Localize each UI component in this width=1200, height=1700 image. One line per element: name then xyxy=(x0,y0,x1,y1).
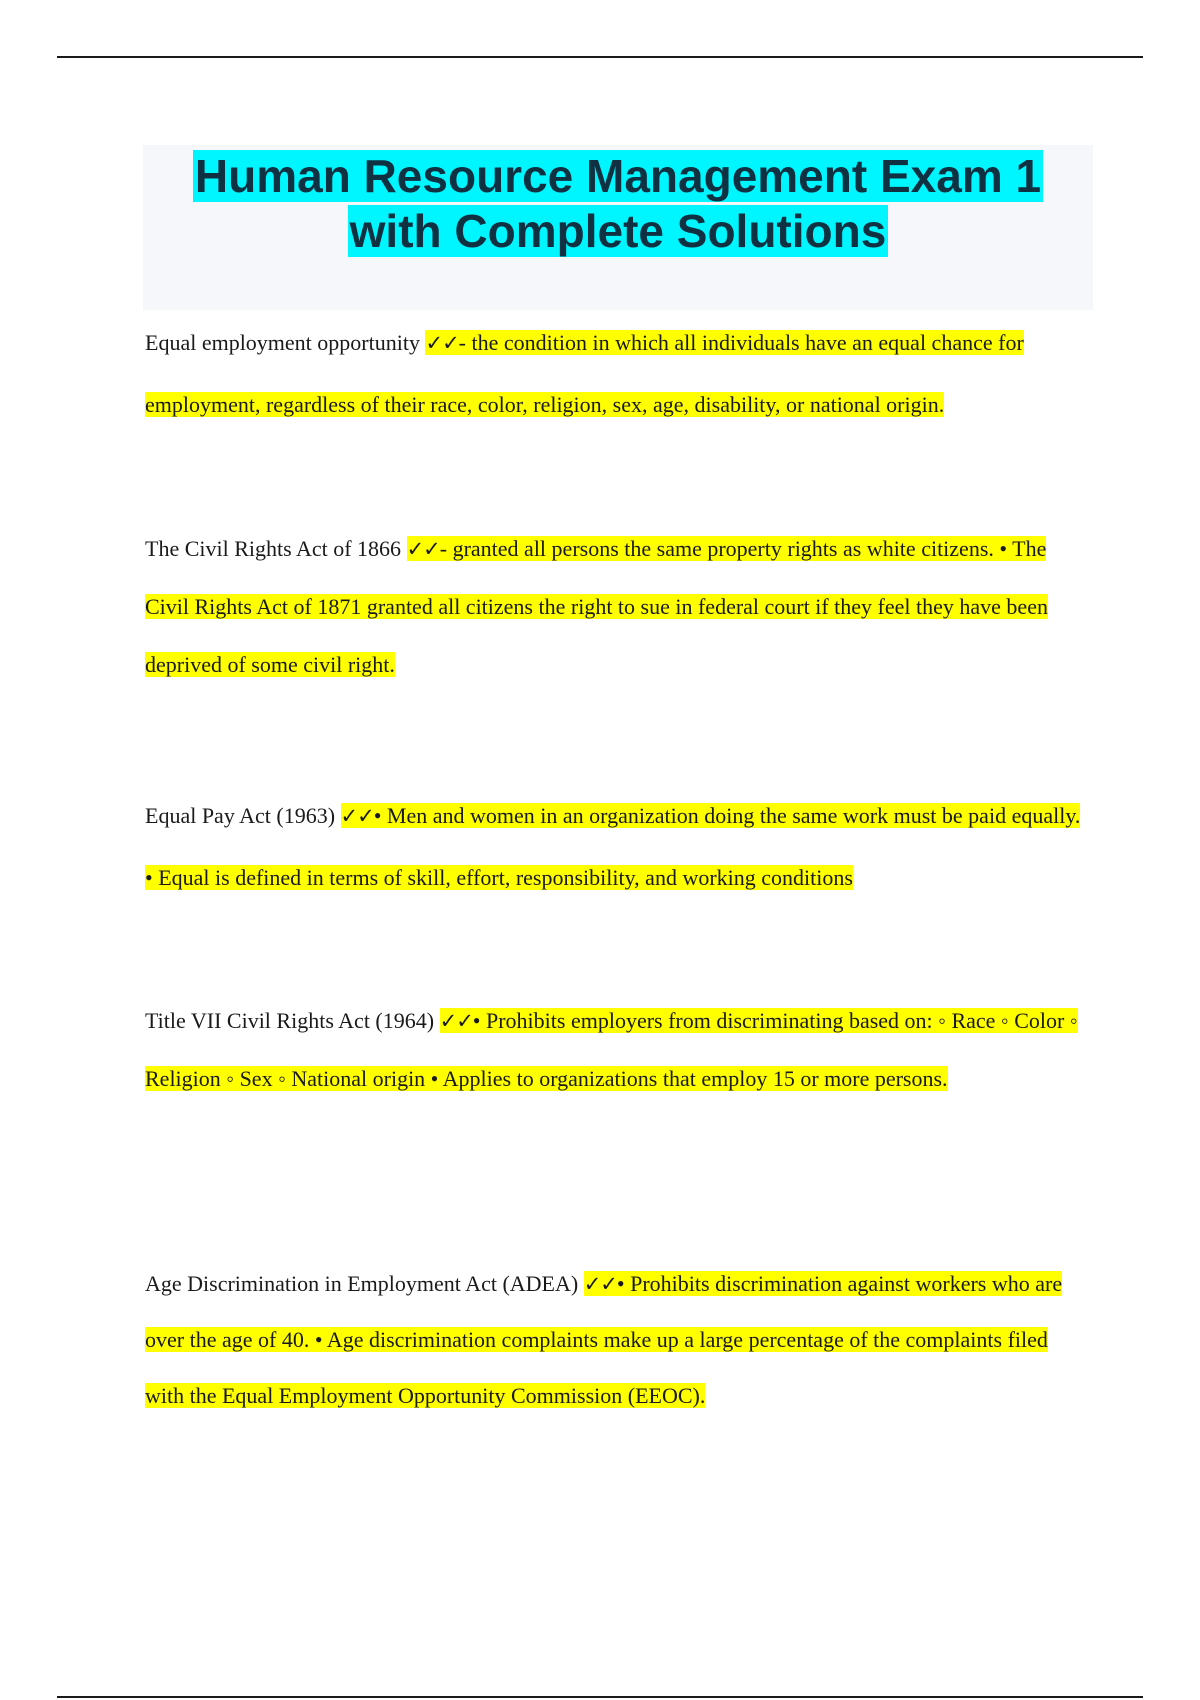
qa-entry-adea xyxy=(145,1256,1090,1424)
qa-entry-equal-pay-act xyxy=(145,785,1090,908)
entry-answer: • Prohibits employers from discriminating based on: ◦ Race ◦ Color ◦ Religion ◦ Sex ◦ National origin • Applies to organizations that employ 15 or more persons. xyxy=(145,1008,1078,1091)
entry-term: Equal Pay Act (1963) xyxy=(145,803,336,828)
entry-term: Age Discrimination in Employment Act (ADEA) xyxy=(145,1271,579,1296)
page-title xyxy=(143,145,1093,259)
check-icon: ✓✓ xyxy=(425,331,459,355)
header-rule xyxy=(57,56,1143,58)
entry-term: Title VII Civil Rights Act (1964) xyxy=(145,1008,435,1033)
entry-term: Equal employment opportunity xyxy=(145,330,420,355)
entry-answer: • Men and women in an organization doing the same work must be paid equally. • Equal is defined in terms of skill, effort, responsibility, and working conditions xyxy=(145,803,1081,890)
check-icon: ✓✓ xyxy=(439,1009,473,1033)
qa-entry-equal-employment-opportunity xyxy=(145,312,1090,435)
title-block xyxy=(143,145,1093,310)
check-icon: ✓✓ xyxy=(583,1272,617,1296)
check-icon: ✓✓ xyxy=(340,804,374,828)
qa-entry-civil-rights-act-1866 xyxy=(145,520,1090,694)
qa-entry-title-vii xyxy=(145,992,1090,1108)
entry-term: The Civil Rights Act of 1866 xyxy=(145,536,402,561)
title-line-2: with Complete Solutions xyxy=(349,205,887,257)
entry-answer: - granted all persons the same property rights as white citizens. • The Civil Rights Act of 1871 granted all citizens the right to sue in federal court if they feel they have been deprived of some civil right. xyxy=(145,536,1048,677)
title-line-1: Human Resource Management Exam 1 xyxy=(194,150,1042,202)
entry-answer: - the condition in which all individuals have an equal chance for employment, regardless of their race, color, religion, sex, age, disability, or national origin. xyxy=(145,330,1024,417)
entry-answer: • Prohibits discrimination against workers who are over the age of 40. • Age discrimination complaints make up a large percentage of the complaints filed with the Equal Employment Opportunity Commission (EEOC). xyxy=(145,1271,1063,1408)
check-icon: ✓✓ xyxy=(406,537,440,561)
footer-rule xyxy=(57,1696,1143,1698)
